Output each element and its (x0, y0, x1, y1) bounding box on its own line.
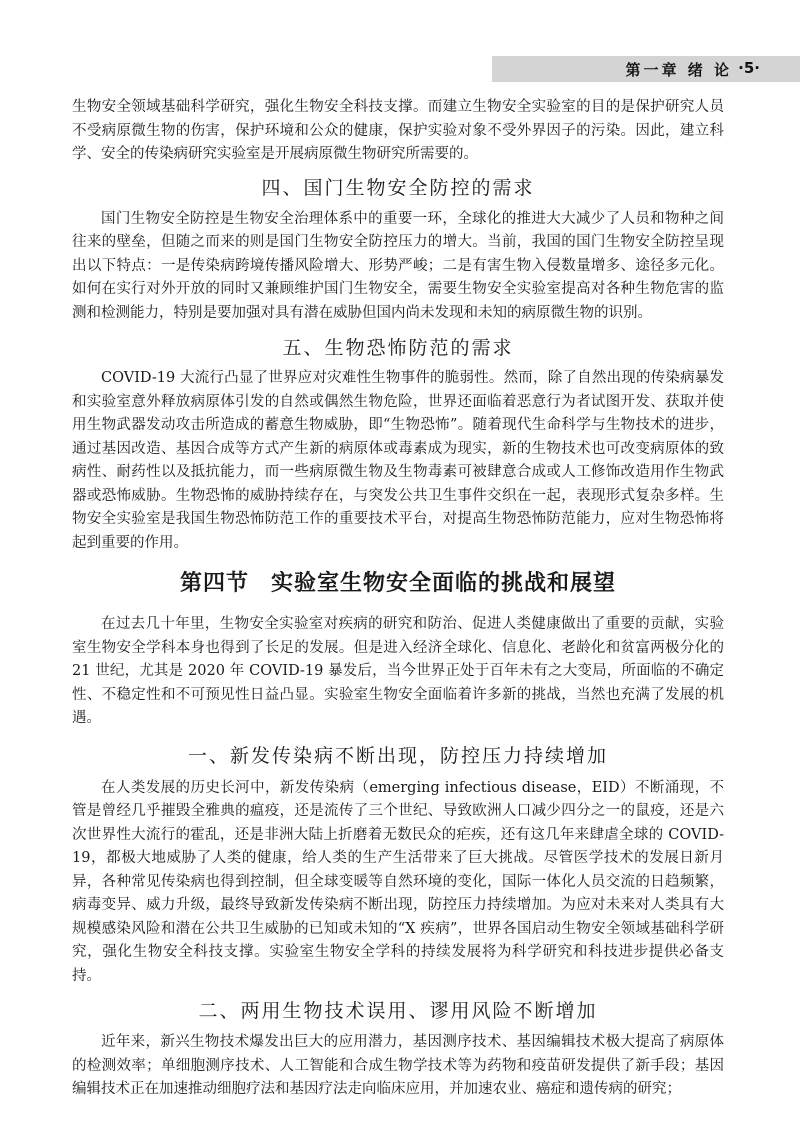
paragraph-dual-use: 近年来，新兴生物技术爆发出巨大的应用潜力，基因测序技术、基因编辑技术极大提高了病原体的检测效率；单细胞测序技术、人工智能和合成生物学技术等为药物和疫苗研发提供了新手段；基因编辑技术正在加速推动细胞疗法和基因疗法走向临床应用，并加速农业、癌症和遗传病的研究； (72, 1034, 724, 1097)
section-heading (72, 569, 724, 599)
paragraph-emerging-diseases: 在人类发展的历史长河中，新发传染病（emerging infectious disease，EID）不断涌现，不管是曾经几乎摧毁全雅典的瘟疫，还是流传了三个世纪、导致欧洲人口减少四分之一的鼠疫，还是六次世界性大流行的霍乱，还是非洲大陆上折磨着无数民众的疟疾，还有这几年来肆虐全球的 COVID-19，都极大地威胁了人类的健康，给人类的生产生活带来了巨大挑战。尽管医学技术的发展日新月异，各种常见传染病也得到控制，但全球变暖等自然环境的变化，国际一体化人员交流的日趋频繁，病毒变异、威力升级，最终导致新发传染病不断出现，防控压力持续增加。为应对未来对人类具有大规模感染风险和潜在公共卫生威胁的已知或未知的“X 疾病”，世界各国启动生物安全领域基础科学研究，强化生物安全科技支撑。实验室生物安全学科的持续发展将为科学研究和科技进步提供必备支持。 (72, 779, 724, 984)
subsection-heading-five: 五、生物恐怖防范的需求 (282, 337, 514, 359)
subsection-heading-four: 四、国门生物安全防控的需求 (261, 176, 535, 199)
paragraph-border-biosafety: 国门生物安全防控是生物安全治理体系中的重要一环，全球化的推进大大减少了人员和物种之间往来的壁垒，但随之而来的则是国门生物安全防控压力的增大。当前，我国的国门生物安全防控呈现出以下特点：一是传染病跨境传播风险增大、形势严峻；二是有害生物入侵数量增多、途径多元化。如何在实行对外开放的同时又兼顾维护国门生物安全，需要生物安全实验室提高对各种生物危害的监测和检测能力，特别是要加强对具有潜在威胁但国内尚未发现和未知的病原微生物的识别。 (72, 210, 724, 321)
section-title: 实验室生物安全面临的挑战和展望 (271, 571, 617, 596)
chapter-title: 第一章 绪 论 (625, 61, 732, 79)
page-body (72, 96, 724, 1102)
paragraph-bioterrorism: COVID-19 大流行凸显了世界应对灾难性生物事件的脆弱性。然而，除了自然出现的传染病暴发和实验室意外释放病原体引发的自然或偶然生物危险，世界还面临着恶意行为者试图开发、获取并使用生物武器发动攻击所造成的蓄意生物威胁，即“生物恐怖”。随着现代生命科学与生物技术的进步，通过基因改造、基因合成等方式产生新的病原体或毒素成为现实，新的生物技术也可改变病原体的致病性、耐药性以及抵抗能力，而一些病原微生物及生物毒素可被肆意合成或人工修饰改造用作生物武器或恐怖威胁。生物恐怖的威胁持续存在，与突发公共卫生事件交织在一起，表现形式复杂多样。生物安全实验室是我国生物恐怖防范工作的重要技术平台，对提高生物恐怖防范能力，应对生物恐怖将起到重要的作用。 (72, 370, 724, 551)
subsection-heading-one: 一、新发传染病不断出现，防控压力持续增加 (187, 744, 608, 767)
page-number: ·5· (738, 59, 760, 77)
paragraph-continuation: 生物安全领域基础科学研究，强化生物安全科技支撑。而建立生物安全实验室的目的是保护研究人员不受病原微生物的伤害，保护环境和公众的健康，保护实验对象不受外界因子的污染。因此，建立科学、安全的传染病研究实验室是开展病原微生物研究所需要的。 (72, 99, 724, 162)
subsection-heading-two: 二、两用生物技术误用、谬用风险不断增加 (198, 1000, 598, 1022)
paragraph-challenges-intro: 在过去几十年里，生物安全实验室对疾病的研究和防治、促进人类健康做出了重要的贡献，实验室生物安全学科本身也得到了长足的发展。但是进入经济全球化、信息化、老龄化和贫富两极分化的 21 世纪，尤其是 2020 年 COVID-19 暴发后，当今世界正处于百年未有之大变局，所面临的不确定性、不稳定性和不可预见性日益凸显。实验室生物安全面临着许多新的挑战，当然也充满了发展的机遇。 (72, 616, 724, 726)
running-head (492, 56, 800, 82)
section-number: 第四节 (179, 571, 249, 596)
